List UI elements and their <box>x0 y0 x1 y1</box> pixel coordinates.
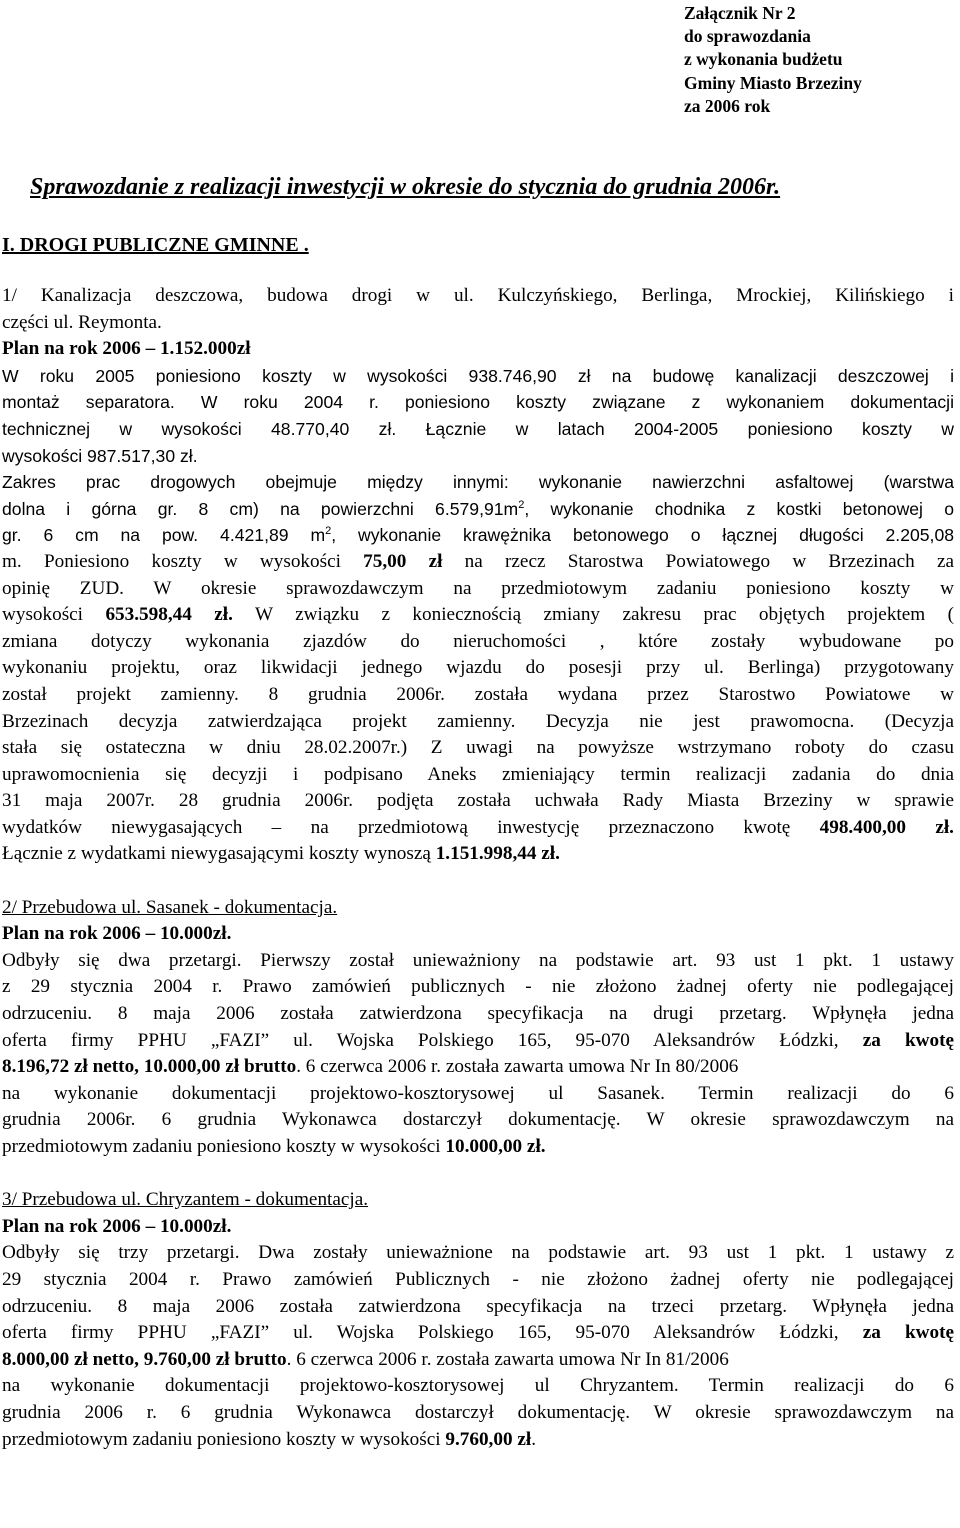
item3-text-line: 8.000,00 zł netto, 9.760,00 zł brutto. 6 czerwca 2006 r. została zawarta umowa Nr In 81/2006 <box>2 1348 729 1370</box>
attachment-line: do sprawozdania <box>684 26 811 47</box>
item1-text-line: gr. 6 cm na pow. 4.421,89 $m^2$, wykonanie krawężnika betonowego o łącznej długości 2.205,08 <box>2 525 955 546</box>
item1-text-line: montaż separatora. W roku 2004 r. poniesiono koszty związane z wykonaniem dokumentacji <box>2 392 954 413</box>
item1-text-line: opinię ZUD. W okresie sprawozdawczym na przedmiotowym zadaniu poniesiono koszty w <box>2 577 954 599</box>
item1-text-line: stała się ostateczna w dniu 28.02.2007r.) Z uwagi na powyższe wstrzymano roboty do czasu <box>2 737 954 759</box>
item1-text-line: technicznej w wysokości 48.770,40 zł. Łącznie w latach 2004-2005 poniesiono koszty w <box>2 418 954 439</box>
item3-text-line: 29 stycznia 2004 r. Prawo zamówień Publicznych - nie złożono żadnej oferty nie podlegającej <box>2 1268 954 1290</box>
attachment-line: Gminy Miasto Brzeziny <box>684 72 862 93</box>
item3-text-line: odrzuceniu. 8 maja 2006 została zatwierdzona specyfikacja na trzeci przetarg. Wpłynęła jedna <box>2 1295 954 1317</box>
item3-text-line: przedmiotowym zadaniu poniesiono koszty w wysokości 9.760,00 zł. <box>2 1428 536 1450</box>
item3-plan: Plan na rok 2006 – 10.000zł. <box>2 1215 232 1237</box>
item1-text-line: W roku 2005 poniesiono koszty w wysokości 938.746,90 zł na budowę kanalizacji deszczowej i <box>2 365 954 386</box>
item1-text-line: Łącznie z wydatkami niewygasającymi koszty wynoszą 1.151.998,44 zł. <box>2 843 560 865</box>
item1-text-line: Brzezinach decyzja zatwierdzająca projekt zamienny. Decyzja nie jest prawomocna. (Decyzja <box>2 710 954 732</box>
item2-text-line: 8.196,72 zł netto, 10.000,00 zł brutto. 6 czerwca 2006 r. została zawarta umowa Nr In 80/2006 <box>2 1056 739 1078</box>
item2-text-line: na wykonanie dokumentacji projektowo-kosztorysowej ul Sasanek. Termin realizacji do 6 <box>2 1082 954 1104</box>
item2-text-line: Odbyły się dwa przetargi. Pierwszy został unieważniony na podstawie art. 93 ust 1 pkt. 1 ustawy <box>2 949 954 971</box>
document-body <box>2 283 954 1453</box>
item1-text-line: 31 maja 2007r. 28 grudnia 2006r. podjęta została uchwała Rady Miasta Brzeziny w sprawie <box>2 790 954 812</box>
attachment-line: Załącznik Nr 2 <box>684 3 796 23</box>
item3-text-line: na wykonanie dokumentacji projektowo-kosztorysowej ul Chryzantem. Termin realizacji do 6 <box>2 1375 954 1397</box>
item3-heading: 3/ Przebudowa ul. Chryzantem - dokumentacja. <box>2 1189 369 1211</box>
paragraph-gap <box>2 868 954 895</box>
item1-text-line: wydatków niewygasających – na przedmiotową inwestycję przeznaczono kwotę 498.400,00 zł. <box>2 816 954 838</box>
attachment-line: za 2006 rok <box>684 95 771 116</box>
item1-text-line: dolna i górna gr. 8 cm) na powierzchni $6.579,91m^2$, wykonanie chodnika z kostki betonowej o <box>2 498 954 519</box>
item1-heading-line: części ul. Reymonta. <box>2 311 162 333</box>
document-title: Sprawozdanie z realizacji inwestycji w okresie do stycznia do grudnia 2006r. <box>30 174 781 200</box>
item3-text-line: grudnia 2006 r. 6 grudnia Wykonawca dostarczył dokumentację. W okresie sprawozdawczym na <box>2 1401 954 1423</box>
item1-text-line: zmiana dotyczy wykonania zjazdów do nieruchomości , które zostały wybudowane po <box>2 630 954 652</box>
item1-text-line: wysokości 653.598,44 zł. W związku z koniecznością zmiany zakresu prac objętych projektem ( <box>2 604 955 626</box>
item1-text-line: m. Poniesiono koszty w wysokości 75,00 zł na rzecz Starostwa Powiatowego w Brzezinach za <box>2 550 954 572</box>
item1-text-line: wysokości 987.517,30 zł. <box>2 445 198 466</box>
item1-text-line: uprawomocnienia się decyzji i podpisano Aneks zmieniający termin realizacji zadania do dnia <box>2 763 954 785</box>
item2-text-line: z 29 stycznia 2004 r. Prawo zamówień publicznych - nie złożono żadnej oferty nie podlegającej <box>2 976 954 998</box>
item1-plan: Plan na rok 2006 – 1.152.000zł <box>2 338 251 360</box>
item1-text-line: Zakres prac drogowych obejmuje między innymi: wykonanie nawierzchni asfaltowej (warstwa <box>2 472 954 493</box>
item2-text-line: przedmiotowym zadaniu poniesiono koszty w wysokości 10.000,00 zł. <box>2 1136 546 1157</box>
item3-text-line: Odbyły się trzy przetargi. Dwa zostały unieważnione na podstawie art. 93 ust 1 pkt. 1 ustawy z <box>2 1242 954 1264</box>
attachment-line: z wykonania budżetu <box>684 49 843 70</box>
item2-heading: 2/ Przebudowa ul. Sasanek - dokumentacja. <box>2 896 338 918</box>
item3-text-line: oferta firmy PPHU „FAZI” ul. Wojska Polskiego 165, 95-070 Aleksandrów Łódzki, za kwotę <box>2 1322 954 1344</box>
paragraph-gap <box>2 1161 954 1188</box>
item1-text-line: został projekt zamienny. 8 grudnia 2006r. została wydana przez Starostwo Powiatowe w <box>2 683 954 705</box>
item2-text-line: oferta firmy PPHU „FAZI” ul. Wojska Polskiego 165, 95-070 Aleksandrów Łódzki, za kwotę <box>2 1029 954 1051</box>
item1-heading-line: 1/ Kanalizacja deszczowa, budowa drogi w ul. Kulczyńskiego, Berlinga, Mrockiej, Kilińskiego i <box>2 285 954 306</box>
item2-plan: Plan na rok 2006 – 10.000zł. <box>2 923 232 945</box>
item2-text-line: grudnia 2006r. 6 grudnia Wykonawca dostarczył dokumentację. W okresie sprawozdawczym na <box>2 1109 954 1131</box>
section-heading: I. DROGI PUBLICZNE GMINNE . <box>2 234 309 256</box>
item2-text-line: odrzuceniu. 8 maja 2006 została zatwierdzona specyfikacja na drugi przetarg. Wpłynęła jedna <box>2 1003 954 1025</box>
attachment-header <box>684 2 862 118</box>
item1-text-line: wykonaniu projektu, oraz likwidacji jednego wjazdu do posesji przy ul. Berlinga) przygotowany <box>2 657 954 679</box>
